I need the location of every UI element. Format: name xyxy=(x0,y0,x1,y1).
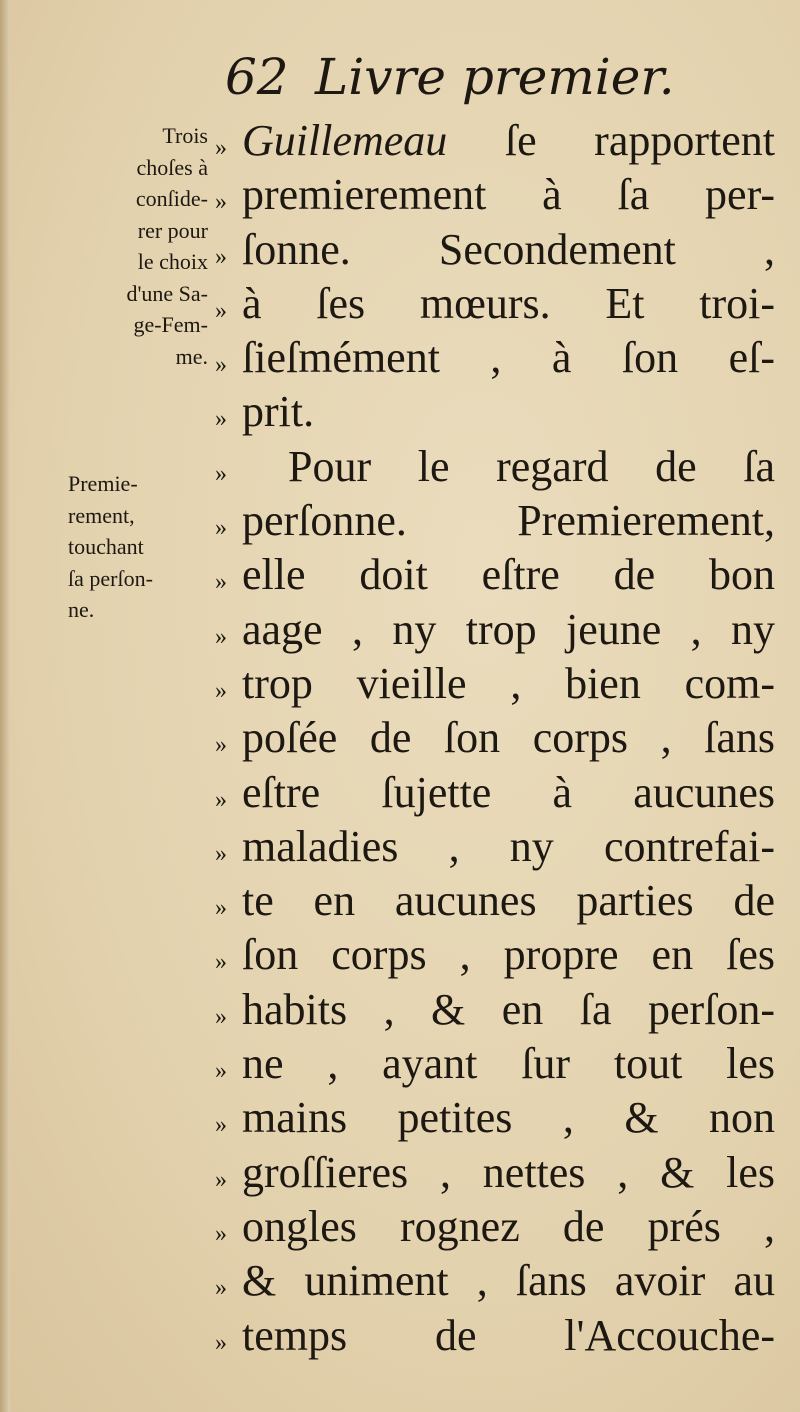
quote-mark: » xyxy=(215,189,227,216)
quote-mark: » xyxy=(215,515,227,542)
margin-note-line: ge-Fem- xyxy=(133,312,208,337)
quote-mark: » xyxy=(215,1112,227,1139)
line-text: eſtre ſujette à aucunes xyxy=(242,767,775,817)
quote-mark: » xyxy=(215,623,227,650)
line-text: & uniment , ſans avoir au xyxy=(242,1256,775,1306)
running-header xyxy=(225,42,685,112)
line-text: ſe rapportent xyxy=(447,116,775,165)
quote-mark: » xyxy=(215,1220,227,1247)
margin-note-line: ſa perſon- xyxy=(68,565,153,591)
line-text: ne , ayant ſur tout les xyxy=(242,1039,775,1089)
text-line xyxy=(200,657,775,711)
quote-mark: » xyxy=(215,1003,227,1030)
margin-note-line: le choix xyxy=(137,249,208,274)
text-line xyxy=(200,820,775,874)
text-line xyxy=(200,928,775,982)
margin-note-line: choſes à xyxy=(136,154,208,180)
text-line xyxy=(200,1254,775,1308)
text-line xyxy=(200,766,775,820)
quote-mark: » xyxy=(215,1166,227,1193)
line-text: premierement à ſa per- xyxy=(242,170,775,220)
line-text: prit. xyxy=(242,387,315,437)
quote-mark: » xyxy=(215,569,227,596)
text-line xyxy=(200,494,775,548)
text-line xyxy=(200,1091,775,1145)
line-text: groſſieres , nettes , & les xyxy=(242,1147,775,1197)
quote-mark: » xyxy=(215,297,227,324)
margin-note-three-things xyxy=(68,120,208,372)
margin-note-line: touchant xyxy=(68,534,144,559)
margin-note-line: rer pour xyxy=(137,217,208,243)
line-text: trop vieille , bien com- xyxy=(242,658,775,708)
line-text: ongles rognez de prés , xyxy=(242,1201,775,1251)
margin-note-line: Trois xyxy=(162,123,208,148)
margin-note-person xyxy=(68,468,208,626)
quote-mark: » xyxy=(215,460,227,487)
quote-mark: » xyxy=(215,677,227,704)
quote-mark: » xyxy=(215,1058,227,1085)
quote-mark: » xyxy=(215,243,227,270)
line-text: ſonne. Secondement , xyxy=(242,224,775,274)
running-title: Livre premier. xyxy=(315,48,675,106)
margin-note-line: me. xyxy=(175,343,208,369)
text-line xyxy=(200,983,775,1037)
margin-note-line: Premie- xyxy=(68,471,138,496)
author-name: Guillemeau xyxy=(242,116,448,165)
line-text: maladies , ny contrefai- xyxy=(242,821,775,871)
margin-note-line: ne. xyxy=(68,597,95,622)
quote-mark: » xyxy=(215,732,227,759)
text-line xyxy=(200,603,775,657)
text-line xyxy=(200,548,775,602)
quote-mark: » xyxy=(215,352,227,379)
text-line xyxy=(200,277,775,331)
line-text: aage , ny trop jeune , ny xyxy=(242,604,775,654)
line-text: ſon corps , propre en ſes xyxy=(242,930,775,980)
margin-note-line: d'une Sa- xyxy=(126,280,208,306)
text-line xyxy=(200,385,775,439)
page-number: 62 xyxy=(225,48,289,106)
line-text: temps de l'Accouche- xyxy=(242,1310,775,1360)
quote-mark: » xyxy=(215,1275,227,1302)
line-text: à ſes mœurs. Et troi- xyxy=(242,278,775,328)
line-text: ſieſmément , à ſon eſ- xyxy=(242,333,775,383)
line-text: te en aucunes parties de xyxy=(242,876,775,926)
text-line xyxy=(200,874,775,928)
quote-mark: » xyxy=(215,135,227,161)
body-text xyxy=(200,114,775,1363)
text-line xyxy=(200,223,775,277)
text-line xyxy=(200,1200,775,1254)
text-line xyxy=(200,168,775,222)
line-text: elle doit eſtre de bon xyxy=(242,550,775,600)
quote-mark: » xyxy=(215,895,227,922)
text-line xyxy=(200,114,775,168)
quote-mark: » xyxy=(215,786,227,813)
line-text: perſonne. Premierement, xyxy=(242,496,775,546)
page-gutter-edge xyxy=(0,0,10,1412)
line-text: Pour le regard de ſa xyxy=(288,441,775,491)
line-text: mains petites , & non xyxy=(242,1093,775,1143)
text-line xyxy=(200,331,775,385)
line-text: poſée de ſon corps , ſans xyxy=(242,713,775,763)
text-line xyxy=(200,440,775,494)
margin-note-line: rement, xyxy=(68,502,135,528)
text-line xyxy=(200,1037,775,1091)
quote-mark: » xyxy=(215,406,227,433)
text-line xyxy=(200,711,775,765)
text-line xyxy=(200,1146,775,1200)
margin-note-line: conſide- xyxy=(135,186,208,211)
quote-mark: » xyxy=(215,949,227,976)
text-line xyxy=(200,1309,775,1363)
quote-mark: » xyxy=(215,1329,227,1356)
quote-mark: » xyxy=(215,840,227,867)
line-text: habits , & en ſa perſon- xyxy=(242,984,775,1034)
